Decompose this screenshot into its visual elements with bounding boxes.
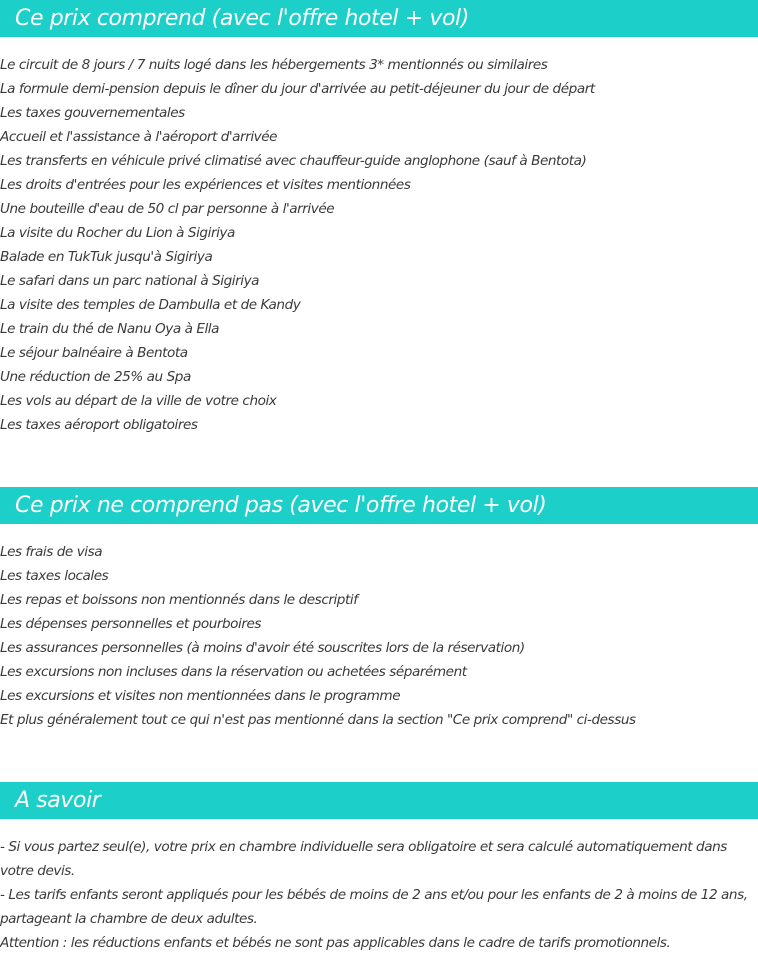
not-included-item: Les taxes locales (0, 568, 109, 584)
included-item: Une réduction de 25% au Spa (0, 369, 191, 385)
included-item: Le train du thé de Nanu Oya à Ella (0, 321, 219, 337)
included-item: Les vols au départ de la ville de votre choix (0, 393, 277, 409)
not-included-item: Les excursions et visites non mentionnées dans le programme (0, 688, 401, 704)
good-to-know-text (0, 835, 752, 955)
included-item: Le safari dans un parc national à Sigiriya (0, 273, 260, 289)
included-item: Une bouteille d'eau de 50 cl par personne à l'arrivée (0, 201, 335, 217)
not-included-section-title: Ce prix ne comprend pas (avec l'offre hotel + vol) (0, 487, 758, 524)
not-included-item: Et plus généralement tout ce qui n'est pas mentionné dans la section "Ce prix comprend" ci-dessus (0, 712, 636, 728)
good-to-know-paragraph: - Si vous partez seul(e), votre prix en chambre individuelle sera obligatoire et sera calculé automatiquement dans votre devis. (0, 839, 727, 879)
included-item: Accueil et l'assistance à l'aéroport d'arrivée (0, 129, 278, 145)
not-included-item: Les dépenses personnelles et pourboires (0, 616, 262, 632)
included-section-title: Ce prix comprend (avec l'offre hotel + vol) (0, 0, 758, 37)
included-item: Le circuit de 8 jours / 7 nuits logé dans les hébergements 3* mentionnés ou similaires (0, 57, 548, 73)
included-item: La visite du Rocher du Lion à Sigiriya (0, 225, 235, 241)
included-item: Le séjour balnéaire à Bentota (0, 345, 188, 361)
included-item: Les transferts en véhicule privé climatisé avec chauffeur-guide anglophone (sauf à Bentota) (0, 153, 587, 169)
not-included-item: Les assurances personnelles (à moins d'avoir été souscrites lors de la réservation) (0, 640, 525, 656)
included-item: Les taxes gouvernementales (0, 105, 185, 121)
included-item: Les droits d'entrées pour les expériences et visites mentionnées (0, 177, 411, 193)
not-included-item: Les excursions non incluses dans la réservation ou achetées séparément (0, 664, 467, 680)
included-list (0, 53, 758, 437)
included-item: La formule demi-pension depuis le dîner du jour d'arrivée au petit-déjeuner du jour de départ (0, 81, 595, 97)
included-item: La visite des temples de Dambulla et de Kandy (0, 297, 301, 313)
good-to-know-paragraph: Attention : les réductions enfants et bébés ne sont pas applicables dans le cadre de tarifs promotionnels. (0, 935, 671, 951)
good-to-know-section-title: A savoir (0, 782, 758, 819)
good-to-know-paragraph: - Les tarifs enfants seront appliqués pour les bébés de moins de 2 ans et/ou pour les enfants de 2 à moins de 12 ans, partageant la chambre de deux adultes. (0, 887, 748, 927)
not-included-list (0, 540, 758, 732)
included-item: Les taxes aéroport obligatoires (0, 417, 198, 433)
included-item: Balade en TukTuk jusqu'à Sigiriya (0, 249, 213, 265)
not-included-item: Les repas et boissons non mentionnés dans le descriptif (0, 592, 358, 608)
not-included-item: Les frais de visa (0, 544, 103, 560)
